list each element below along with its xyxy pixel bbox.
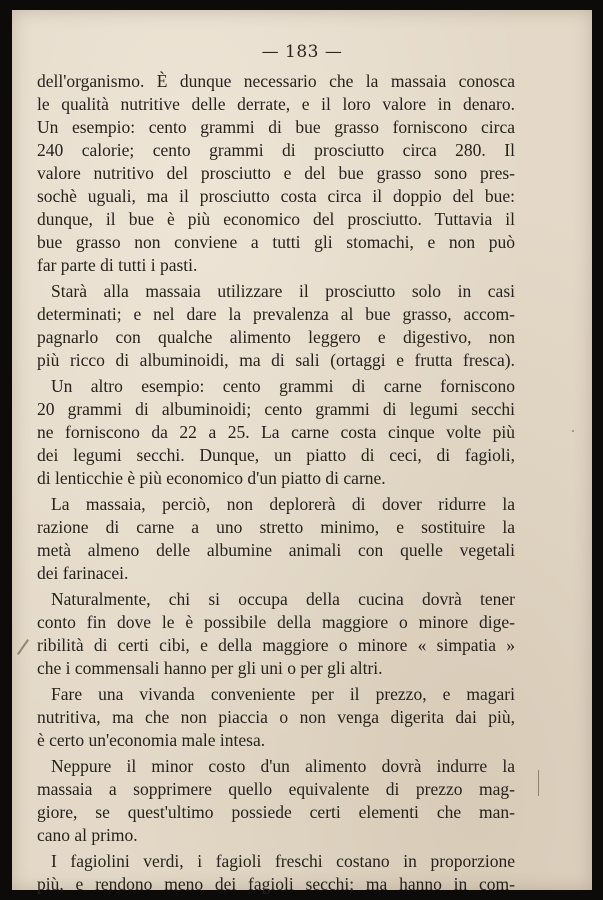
text-line: nutritiva, ma che non piaccia o non venga digerita dai più, xyxy=(37,707,515,727)
paragraph xyxy=(37,850,515,896)
text-line: più, e rendono meno dei fagioli secchi; ma hanno in com- xyxy=(37,874,515,894)
scan-speck xyxy=(572,430,574,432)
text-line: è certo un'economia male intesa. xyxy=(37,730,266,750)
text-line: 240 calorie; cento grammi di prosciutto circa 280. Il xyxy=(37,140,515,160)
paragraph xyxy=(37,280,515,372)
paragraph xyxy=(37,755,515,847)
text-line: Un esempio: cento grammi di bue grasso forniscono circa xyxy=(37,117,515,137)
paragraph xyxy=(37,375,515,490)
text-line: razione di carne a uno stretto minimo, e sostituire la xyxy=(37,517,515,537)
text-line: dei farinacei. xyxy=(37,563,129,583)
text-line: dei legumi secchi. Dunque, un piatto di ceci, di fagioli, xyxy=(37,445,515,465)
text-line: cano al primo. xyxy=(37,825,138,845)
text-line: Un altro esempio: cento grammi di carne forniscono xyxy=(51,376,515,396)
text-line: 20 grammi di albuminoidi; cento grammi di legumi secchi xyxy=(37,399,515,419)
text-line: I fagiolini verdi, i fagioli freschi costano in proporzione xyxy=(51,851,515,871)
text-line: pagnarlo con qualche alimento leggero e digestivo, non xyxy=(37,327,515,347)
page-number: — 183 — xyxy=(261,42,343,62)
text-line: di lenticchie è più economico d'un piatto di carne. xyxy=(37,468,386,488)
text-line: La massaia, perciò, non deplorerà di dover ridurre la xyxy=(51,494,515,514)
text-line: giore, se quest'ultimo possiede certi elementi che man- xyxy=(37,802,515,822)
scan-speck xyxy=(538,770,539,796)
text-line: le qualità nutritive delle derrate, e il loro valore in denaro. xyxy=(37,94,515,114)
paragraph xyxy=(37,588,515,680)
text-line: Naturalmente, chi si occupa della cucina dovrà tener xyxy=(51,589,515,609)
text-line: Neppure il minor costo d'un alimento dovrà indurre la xyxy=(51,756,515,776)
text-line: bue grasso non conviene a tutti gli stomachi, e non può xyxy=(37,232,515,252)
text-line: far parte di tutti i pasti. xyxy=(37,255,198,275)
text-line: Starà alla massaia utilizzare il prosciutto solo in casi xyxy=(51,281,515,301)
text-line: dunque, il bue è più economico del prosciutto. Tuttavia il xyxy=(37,209,515,229)
text-line: che i commensali hanno per gli uni o per gli altri. xyxy=(37,658,383,678)
text-line: ribilità di certi cibi, e della maggiore o minore « simpatia » xyxy=(37,635,515,655)
text-line: valore nutritivo del prosciutto e del bue grasso sono pres- xyxy=(37,163,515,183)
text-line: dell'organismo. È dunque necessario che la massaia conosca xyxy=(37,71,515,91)
text-line: ne forniscono da 22 a 25. La carne costa cinque volte più xyxy=(37,422,515,442)
text-line: sochè uguali, ma il prosciutto costa circa il doppio del bue: xyxy=(37,186,515,206)
book-page xyxy=(12,10,592,894)
text-line: Fare una vivanda conveniente per il prezzo, e magari xyxy=(51,684,515,704)
paragraph xyxy=(37,683,515,752)
body-text xyxy=(37,70,515,896)
scan-speck xyxy=(17,639,29,655)
text-line: più ricco di albuminoidi, ma di sali (ortaggi e frutta fresca). xyxy=(37,350,515,370)
text-line: massaia a sopprimere quello equivalente di prezzo mag- xyxy=(37,779,515,799)
text-line: conto fin dove le è possibile della maggiore o minore dige- xyxy=(37,612,515,632)
text-line: metà almeno delle albumine animali con quelle vegetali xyxy=(37,540,515,560)
text-line: determinati; e nel dare la prevalenza al bue grasso, accom- xyxy=(37,304,515,324)
paragraph xyxy=(37,493,515,585)
paragraph xyxy=(37,70,515,277)
